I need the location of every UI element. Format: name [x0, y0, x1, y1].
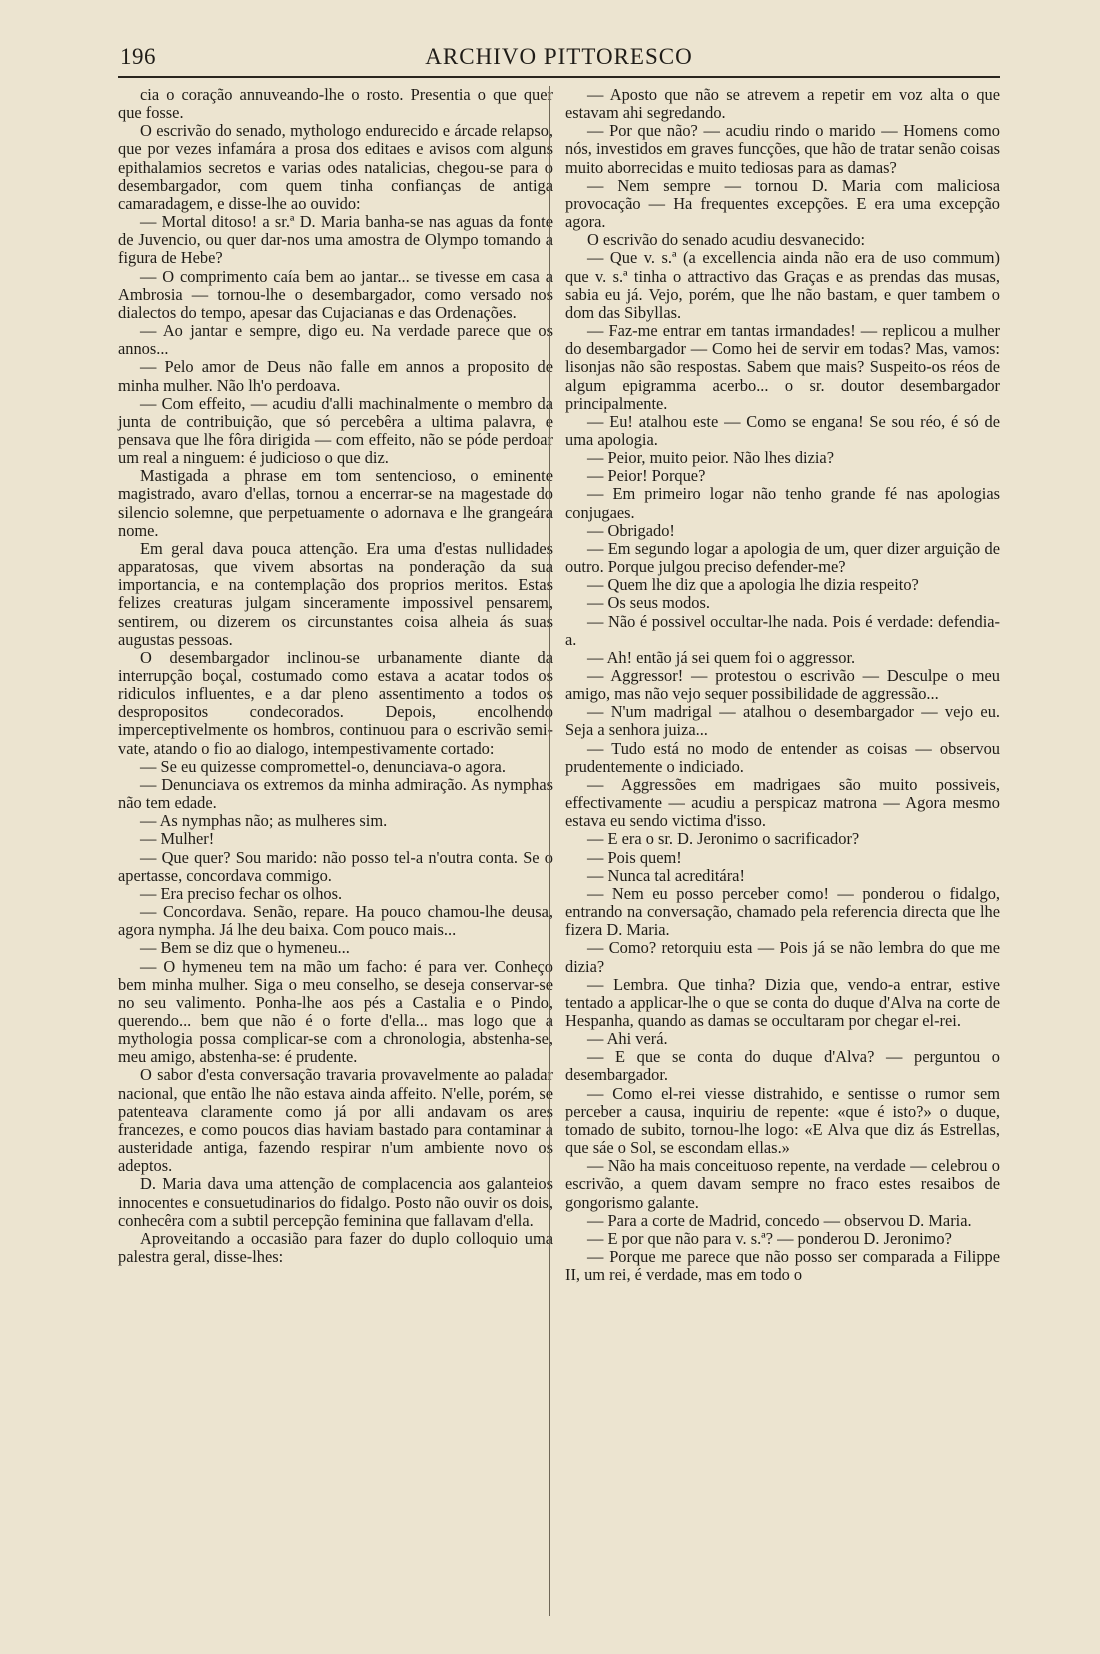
right-column	[565, 86, 1000, 1284]
paragraph: — Mortal ditoso! a sr.ª D. Maria banha-se nas aguas da fonte de Juvencio, ou quer dar-nos uma amostra de Olympo tomando a figura de Hebe?	[118, 212, 553, 268]
paragraph: — Eu! atalhou este — Como se engana! Se sou réo, é só de uma apologia.	[565, 411, 1000, 449]
paragraph: — Em primeiro logar não tenho grande fé nas apologias conjugaes.	[565, 484, 1000, 522]
paragraph: — Pois quem!	[587, 847, 682, 867]
paragraph: — Ao jantar e sempre, digo eu. Na verdade parece que os annos...	[118, 321, 553, 359]
paragraph: — Denunciava os extremos da minha admiração. As nymphas não tem edade.	[118, 774, 553, 813]
paragraph: — Mulher!	[140, 829, 215, 849]
paragraph: — Nem sempre — tornou D. Maria com maliciosa provocação — Ha frequentes excepções. E era uma excepção agora.	[565, 175, 1000, 232]
paragraph: — Aggressor! — protestou o escrivão — Desculpe o meu amigo, mas não vejo sequer possibilidade de aggressão...	[565, 666, 1000, 704]
paragraph: — Peior! Porque?	[587, 466, 706, 486]
paragraph: — Quem lhe diz que a apologia lhe dizia respeito?	[587, 575, 919, 595]
paragraph: cia o coração annuveando-lhe o rosto. Presentia o que quer que fosse.	[118, 85, 553, 123]
paragraph: — E era o sr. D. Jeronimo o sacrificador?	[587, 829, 860, 849]
paragraph: — Concordava. Senão, repare. Ha pouco chamou-lhe deusa, agora nympha. Já lhe deu baixa. Com pouco mais...	[118, 902, 553, 940]
page-header	[118, 44, 1000, 74]
paragraph: — E que se conta do duque d'Alva? — perguntou o desembargador.	[565, 1047, 1000, 1085]
paragraph: Mastigada a phrase em tom sentencioso, o eminente magistrado, avaro d'ellas, tornou a encerrar-se na magestade do silencio solemne, que perpetuamente o adornava e lhe grangeára nome.	[118, 466, 553, 540]
paragraph: O desembargador inclinou-se urbanamente diante da interrupção boçal, costumado como estava a acatar todos os ridiculos influentes, e a dar pleno assentimento a todos os despropositos condecorados. Depois, encolhendo imperceptivelmente os hombros, continuou para o escrivão semi-vate, atando o fio ao dialogo, intempestivamente cortado:	[118, 647, 553, 758]
paragraph: O sabor d'esta conversação travaria provavelmente ao paladar nacional, que então lhe não estava ainda affeito. N'elle, porém, se patenteava claramente como já por alli andavam os ares francezes, e como poucos dias haviam bastado para contaminar a austeridade antiga, fazendo respirar n'um ambiente novo os adeptos.	[118, 1065, 553, 1176]
paragraph: — Que quer? Sou marido: não posso tel-a n'outra conta. Se o apertasse, concordava commigo.	[118, 847, 553, 885]
paragraph: D. Maria dava uma attenção de complacencia aos galanteios innocentes e consuetudinarios do fidalgo. Posto não ouvir os dois, conhecêra com a subtil percepção feminina que fallavam d'ella.	[118, 1174, 553, 1230]
page-number: 196	[120, 44, 156, 69]
column-divider	[549, 86, 550, 1616]
header-rule	[118, 76, 1000, 78]
paragraph: — Nunca tal acreditára!	[587, 865, 745, 885]
paragraph: — Tudo está no modo de entender as coisas — observou prudentemente o indiciado.	[565, 738, 1000, 776]
paragraph: Em geral dava pouca attenção. Era uma d'estas nullidades apparatosas, que vivem absortas na ponderação da sua importancia, e na contemplação dos proprios meritos. Estas felizes creaturas julgam sinceramente impossivel pensarem, sentirem, ou dizerem os circunstantes coisa alheia ás suas augustas pessoas.	[118, 538, 553, 649]
paragraph: — Os seus modos.	[587, 593, 710, 613]
paragraph: — Porque me parece que não posso ser comparada a Filippe II, um rei, é verdade, mas em todo o	[565, 1247, 1000, 1285]
paragraph: — Peior, muito peior. Não lhes dizia?	[587, 448, 834, 468]
paragraph: — As nymphas não; as mulheres sim.	[140, 811, 388, 831]
paragraph: — O comprimento caía bem ao jantar... se tivesse em casa a Ambrosia — tornou-lhe o desembargador, como versado nos dialectos do tempo, apesar das Cujacianas e das Ordenações.	[118, 266, 553, 322]
paragraph: — E por que não para v. s.ª? — ponderou D. Jeronimo?	[587, 1228, 952, 1248]
paragraph: — Ah! então já sei quem foi o aggressor.	[587, 647, 856, 667]
paragraph: — Faz-me entrar em tantas irmandades! — replicou a mulher do desembargador — Como hei de servir em todas? Mas, vamos: lisonjas não são respostas. Sabem que mais? Suspeito-os réos de algum epigramma acerbo... o sr. doutor desembargador principalmente.	[565, 321, 1000, 413]
paragraph: — Bem se diz que o hymeneu...	[140, 938, 350, 958]
paragraph: — Não é possivel occultar-lhe nada. Pois é verdade: defendia-a.	[565, 611, 1000, 649]
paragraph: — Como? retorquiu esta — Pois já se não lembra do que me dizia?	[565, 938, 1000, 976]
paragraph: — Em segundo logar a apologia de um, quer dizer arguição de outro. Porque julgou preciso defender-me?	[565, 538, 1000, 577]
paragraph: — Por que não? — acudiu rindo o marido — Homens como nós, investidos em graves funcções, que hão de tratar senão coisas muito aborrecidas e muito tediosas para as damas?	[565, 121, 1000, 177]
paragraph: — Ahi verá.	[587, 1029, 668, 1049]
paragraph: — Lembra. Que tinha? Dizia que, vendo-a entrar, estive tentado a applicar-lhe o que se conta do duque d'Alva na corte de Hespanha, quando as damas se occultaram por chegar el-rei.	[565, 974, 1000, 1030]
paragraph: — Para a corte de Madrid, concedo — observou D. Maria.	[587, 1210, 972, 1230]
paragraph: — N'um madrigal — atalhou o desembargador — vejo eu. Seja a senhora juiza...	[565, 702, 1000, 740]
paragraph: — Era preciso fechar os olhos.	[140, 883, 343, 903]
paragraph: — Aposto que não se atrevem a repetir em voz alta o que estavam ahi segredando.	[565, 85, 1000, 123]
running-title: ARCHIVO PITTORESCO	[425, 44, 693, 69]
paragraph: — Pelo amor de Deus não falle em annos a proposito de minha mulher. Não lh'o perdoava.	[118, 357, 553, 395]
paragraph: Aproveitando a occasião para fazer do duplo colloquio uma palestra geral, disse-lhes:	[118, 1228, 553, 1266]
paragraph: — Como el-rei viesse distrahido, e sentisse o rumor sem perceber a causa, inquiriu de repente: «que é isto?» o duque, tomado de subito, tornou-lhe logo: «E Alva que diz ás Estrellas, que sáe o Sol, se escondam ellas.»	[565, 1083, 1000, 1158]
paragraph: O escrivão do senado acudiu desvanecido:	[587, 230, 866, 250]
paragraph: — Se eu quizesse compromettel-o, denunciava-o agora.	[140, 756, 506, 776]
paragraph: — Aggressões em madrigaes são muito possiveis, effectivamente — acudiu a perspicaz matrona — Agora mesmo estava eu sendo victima d'isso.	[565, 774, 1000, 831]
paragraph: O escrivão do senado, mythologo endurecido e árcade relapso, que por vezes infamára a prosa dos editaes e avisos com alguns epithalamios secretos e varias odes natalicias, chegou-se para o desembargador, com quem tinha confianças de antiga camaradagem, e disse-lhe ao ouvido:	[118, 121, 553, 213]
paragraph: — Com effeito, — acudiu d'alli machinalmente o membro da junta de contribuição, que só percebêra a ultima palavra, e pensava que lhe fôra dirigida — com effeito, não se póde perdoar um real a ninguem: é judicioso o que diz.	[118, 393, 553, 468]
left-column	[118, 86, 553, 1266]
paragraph: — O hymeneu tem na mão um facho: é para ver. Conheço bem minha mulher. Siga o meu conselho, se deseja conservar-se no seu valimento. Ponha-lhe aos pés a Castalia e o Pindo, querendo... bem que não é o forte d'ella... mas logo que a mythologia possa complicar-se com a chronologia, abstenha-se, meu amigo, abstenha-se: é prudente.	[118, 956, 553, 1067]
paragraph: — Não ha mais conceituoso repente, na verdade — celebrou o escrivão, a quem davam sempre no fraco estes resaibos de gongorismo galante.	[565, 1156, 1000, 1212]
paragraph: — Nem eu posso perceber como! — ponderou o fidalgo, entrando na conversação, chamado pela referencia directa que lhe fizera D. Maria.	[565, 883, 1000, 940]
paragraph: — Que v. s.ª (a excellencia ainda não era de uso commum) que v. s.ª tinha o attractivo das Graças e as prendas das musas, sabia eu já. Vejo, porém, que lhe não bastam, e quer tambem o dom das Sibyllas.	[565, 248, 1000, 322]
paragraph: — Obrigado!	[587, 520, 675, 540]
